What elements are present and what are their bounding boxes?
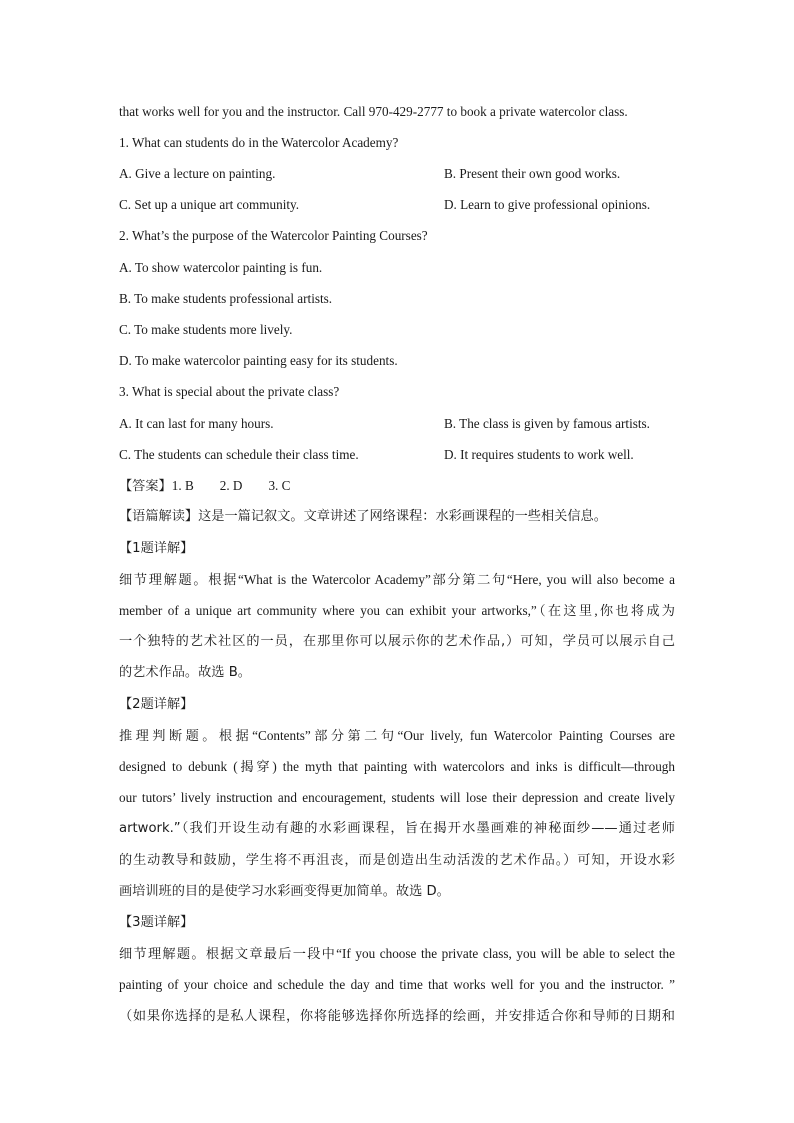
detail-2-heading: 【2题详解】 [119, 697, 194, 712]
answer-2: 2. D [219, 478, 243, 493]
question-1-option-a: A. Give a lecture on painting. [119, 166, 276, 181]
question-3-option-b: B. The class is given by famous artists. [444, 416, 650, 431]
answer-3: 3. C [268, 478, 291, 493]
question-1-option-b: B. Present their own good works. [444, 166, 621, 181]
question-3-option-c: C. The students can schedule their class time. [119, 447, 359, 462]
passage-analysis-text: 这是一篇记叙文。文章讲述了网络课程：水彩画课程的一些相关信息。 [198, 509, 607, 524]
detail-2-line-6: 画培训班的目的是使学习水彩画变得更加简单。故选 D。 [119, 884, 450, 899]
question-1-option-d: D. Learn to give professional opinions. [444, 197, 651, 212]
detail-3-heading: 【3题详解】 [119, 915, 194, 930]
detail-1-line-1: 细节理解题。根据“What is the Watercolor Academy”部分第二句“Here, you will also become a [119, 572, 675, 587]
question-3-stem: 3. What is special about the private class? [119, 384, 340, 399]
intro-line: that works well for you and the instructor. Call 970-429-2777 to book a private watercolor class. [119, 104, 628, 119]
detail-3-line-2: painting of your choice and schedule the day and time that works well for you and the instructor. ” [119, 977, 675, 992]
answer-label: 【答案】 [119, 479, 172, 494]
detail-2-line-5: 的生动教导和鼓励，学生将不再沮丧，而是创造出生动活泼的艺术作品。）可知，开设水彩 [119, 853, 675, 868]
question-3-option-d: D. It requires students to work well. [444, 447, 634, 462]
detail-3-line-1: 细节理解题。根据文章最后一段中“If you choose the private class, you will be able to select the [119, 946, 675, 961]
question-2-option-c: C. To make students more lively. [119, 322, 293, 337]
question-2-stem: 2. What’s the purpose of the Watercolor Painting Courses? [119, 228, 428, 243]
detail-2-line-1: 推理判断题。根据“Contents”部分第二句“Our lively, fun Watercolor Painting Courses are [119, 728, 675, 743]
detail-1-line-3: 一个独特的艺术社区的一员，在那里你可以展示你的艺术作品,）可知，学员可以展示自己 [119, 634, 675, 649]
question-2-option-a: A. To show watercolor painting is fun. [119, 260, 323, 275]
question-1-option-c: C. Set up a unique art community. [119, 197, 300, 212]
question-2-option-b: B. To make students professional artists. [119, 291, 333, 306]
answer-1: 1. B [171, 478, 194, 493]
answer-line [119, 477, 290, 496]
detail-2-line-3: our tutors’ lively instruction and encouragement, students will lose their depression and create lively [119, 790, 675, 805]
passage-analysis-label: 【语篇解读】 [119, 509, 199, 524]
question-1-stem: 1. What can students do in the Watercolor Academy? [119, 135, 399, 150]
detail-3-line-3: （如果你选择的是私人课程，你将能够选择你所选择的绘画，并安排适合你和导师的日期和 [119, 1009, 675, 1024]
passage-analysis [119, 508, 607, 526]
question-3-option-a: A. It can last for many hours. [119, 416, 274, 431]
question-2-option-d: D. To make watercolor painting easy for its students. [119, 353, 398, 368]
detail-2-line-2: designed to debunk (揭穿) the myth that painting with watercolors and inks is difficult—through [119, 759, 675, 774]
detail-1-heading: 【1题详解】 [119, 541, 194, 556]
detail-1-line-4: 的艺术作品。故选 B。 [119, 665, 251, 680]
detail-1-line-2: member of a unique art community where you can exhibit your artworks,”（在这里,你也将成为 [119, 603, 675, 618]
detail-2-line-4: artwork.”（我们开设生动有趣的水彩画课程，旨在揭开水墨画难的神秘面纱——通过老师 [119, 821, 675, 836]
